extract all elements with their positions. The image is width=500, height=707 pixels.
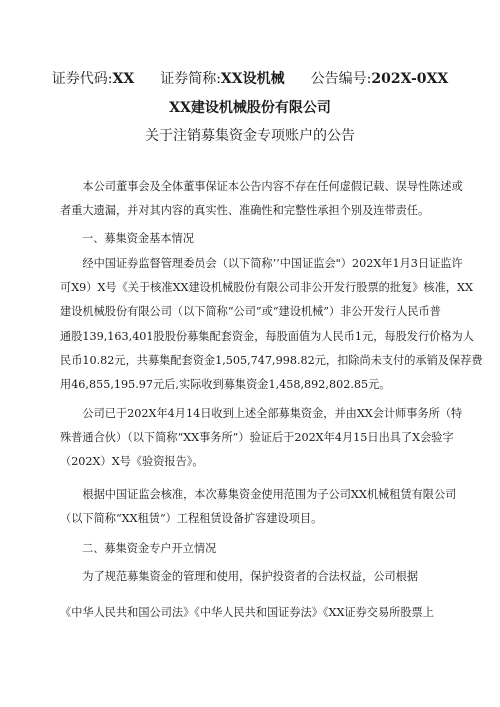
statement-line: 者重大遗漏，并对其内容的真实性、准确性和完整性承担个别及连带责任。 xyxy=(60,204,430,218)
section1-paragraph-3 xyxy=(60,483,457,531)
stock-code-label: 证券代码: xyxy=(51,71,113,87)
statement-line: 本公司董事会及全体董事保证本公告内容不存在任何虚假记载、误导性陈述或 xyxy=(82,180,463,193)
paragraph-line: 为了规范募集资金的管理和使用，保护投资者的合法权益，公司根据 xyxy=(82,570,419,583)
header-info-line xyxy=(0,68,500,88)
notice-number-label: 公告编号: xyxy=(310,71,372,87)
section-heading-1: 一、募集资金基本情况 xyxy=(82,232,194,245)
paragraph-line: 建设机械股份有限公司（以下简称“公司”或“建设机械”）非公开发行人民币普 xyxy=(60,305,441,319)
paragraph-line: 用46,855,195.97元后,实际收到募集资金1,458,892,802.85元。 xyxy=(60,378,391,392)
stock-code-value: XX xyxy=(112,71,135,87)
paragraph-line: 经中国证券监督管理委员会（以下简称’’中国证监会"）202X年1月3日证监许 xyxy=(82,257,463,270)
section1-paragraph-1 xyxy=(60,252,483,397)
stock-name-value: XX设机械 xyxy=(220,71,285,87)
company-name: XX建设机械股份有限公司 xyxy=(169,100,331,116)
section2-paragraph-2 xyxy=(60,601,445,625)
paragraph-line: 可X9）X号《关于核准XX建设机械股份有限公司非公开发行股票的批复》核准，XX xyxy=(60,281,473,295)
section2-paragraph-1 xyxy=(60,565,445,589)
paragraph-line: （以下简称“XX租赁”）工程租赁设备扩容建设项目。 xyxy=(60,512,323,526)
paragraph-line: 殊普通合伙）（以下简称“XX事务所”）验证后于202X年4月15日出具了X会验字 xyxy=(60,431,454,445)
paragraph-line: 根据中国证监会核准，本次募集资金使用范围为子公司XX机械租赁有限公司 xyxy=(82,488,457,501)
paragraph-line: 民币10.82元，共募集配套资金1,505,747,998.82元，扣除尚未支付的承销及保荐费 xyxy=(60,353,483,367)
paragraph-line: （202X）X号《验资报告》。 xyxy=(60,455,204,469)
board-statement-paragraph xyxy=(60,175,463,223)
section1-paragraph-2 xyxy=(60,402,463,475)
paragraph-line: 通股139,163,401股股份募集配套资金，每股面值为人民币1元，每股发行价格为人 xyxy=(60,329,474,343)
paragraph-line: 公司已于202X年4月14日收到上述全部募集资金，并由XX会计师事务所（特 xyxy=(82,407,463,420)
notice-number-value: 202X-0XX xyxy=(371,71,449,87)
section-heading-2: 二、募集资金专户开立情况 xyxy=(82,542,217,555)
document-title: 关于注销募集资金专项账户的公告 xyxy=(145,128,355,144)
paragraph-line: 《中华人民共和国公司法》《中华人民共和国证券法》《XX证券交易所股票上 xyxy=(60,606,434,619)
stock-name-label: 证券简称: xyxy=(160,71,221,87)
